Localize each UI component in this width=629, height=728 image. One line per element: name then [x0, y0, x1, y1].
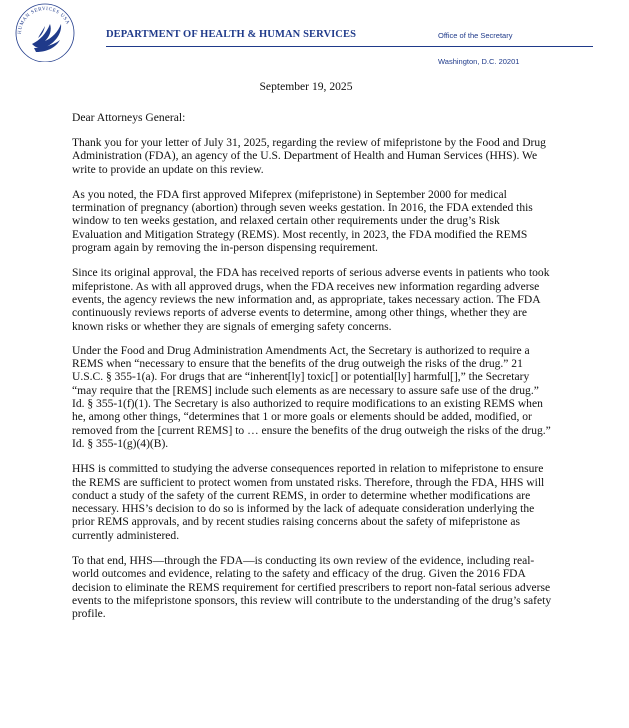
office-address: Washington, D.C. 20201: [438, 57, 520, 66]
letter-date: September 19, 2025: [259, 80, 353, 93]
paragraph: Thank you for your letter of July 31, 2025, regarding the review of mifepristone by the Food and Drug Administration (FDA), an agency of the U.S. Department of Health and Human Services (HHS). We write to provide an update on this review.: [72, 137, 546, 176]
paragraph: Since its original approval, the FDA has received reports of serious adverse events in patients who took mifepristone. As with all approved drugs, when the FDA receives new information regarding adverse events, the agency reviews the new information and, as appropriate, takes necessary action. The FDA continuously reviews reports of adverse events to determine, among other things, whether they are known risks or whether they are signals of emerging safety concerns.: [72, 267, 550, 333]
paragraph: As you noted, the FDA first approved Mifeprex (mifepristone) in September 2000 for medical termination of pregnancy (abortion) through seven weeks gestation. In 2016, the FDA extended this window to ten weeks gestation, and relaxed certain other requirements under the drug’s Risk Evaluation and Mitigation Strategy (REMS). Most recently, in 2023, the FDA modified the REMS program again by removing the in-person dispensing requirement.: [72, 188, 533, 255]
department-name: DEPARTMENT OF HEALTH & HUMAN SERVICES: [106, 29, 357, 40]
letter-body: [72, 137, 552, 634]
office-name: Office of the Secretary: [438, 31, 513, 40]
salutation: Dear Attorneys General:: [72, 111, 186, 124]
paragraph: To that end, HHS—through the FDA—is conducting its own review of the evidence, including real-world outcomes and evidence, relating to the safety and efficacy of the drug. Given the 2016 FDA decision to eliminate the REMS requirement for certified prescribers to report non-fatal serious adverse events to the mifepristone sponsors, this review will contribute to the understanding of the drug’s safety profile.: [72, 555, 552, 621]
letterhead-divider: [106, 46, 593, 47]
hhs-seal-logo: [12, 0, 78, 62]
paragraph: HHS is committed to studying the adverse consequences reported in relation to mifepristone to ensure the REMS are sufficient to protect women from unstated risks. Therefore, through the FDA, HHS will conduct a study of the safety of the current REMS, in order to determine whether modifications are necessary. HHS’s decision to do so is informed by the lack of adequate consideration underlying the prior REMS approvals, and by recent studies raising concerns about the safety of mifepristone as currently administered.: [72, 463, 545, 542]
svg-text:HUMAN SERVICES USA: HUMAN SERVICES USA: [17, 6, 70, 35]
paragraph: Under the Food and Drug Administration Amendments Act, the Secretary is authorized to require a REMS when “necessary to ensure that the benefits of the drug outweigh the risks of the drug.” 21 U.S.C. § 355-1(a). For drugs that are “inherent[ly] toxic[] or potential[ly] harmful[],” the Secretary “may require that the [REMS] include such elements as are necessary to assure safe use of the drug.” Id. § 355-1(f)(1). The Secretary is also authorized to require modifications to an existing REMS when he, among other things, “determines that 1 or more goals or elements should be added, modified, or removed from the [current REMS] to … ensure the benefits of the drug outweigh the risks of the drug.” Id. § 355-1(g)(4)(B).: [72, 344, 551, 450]
